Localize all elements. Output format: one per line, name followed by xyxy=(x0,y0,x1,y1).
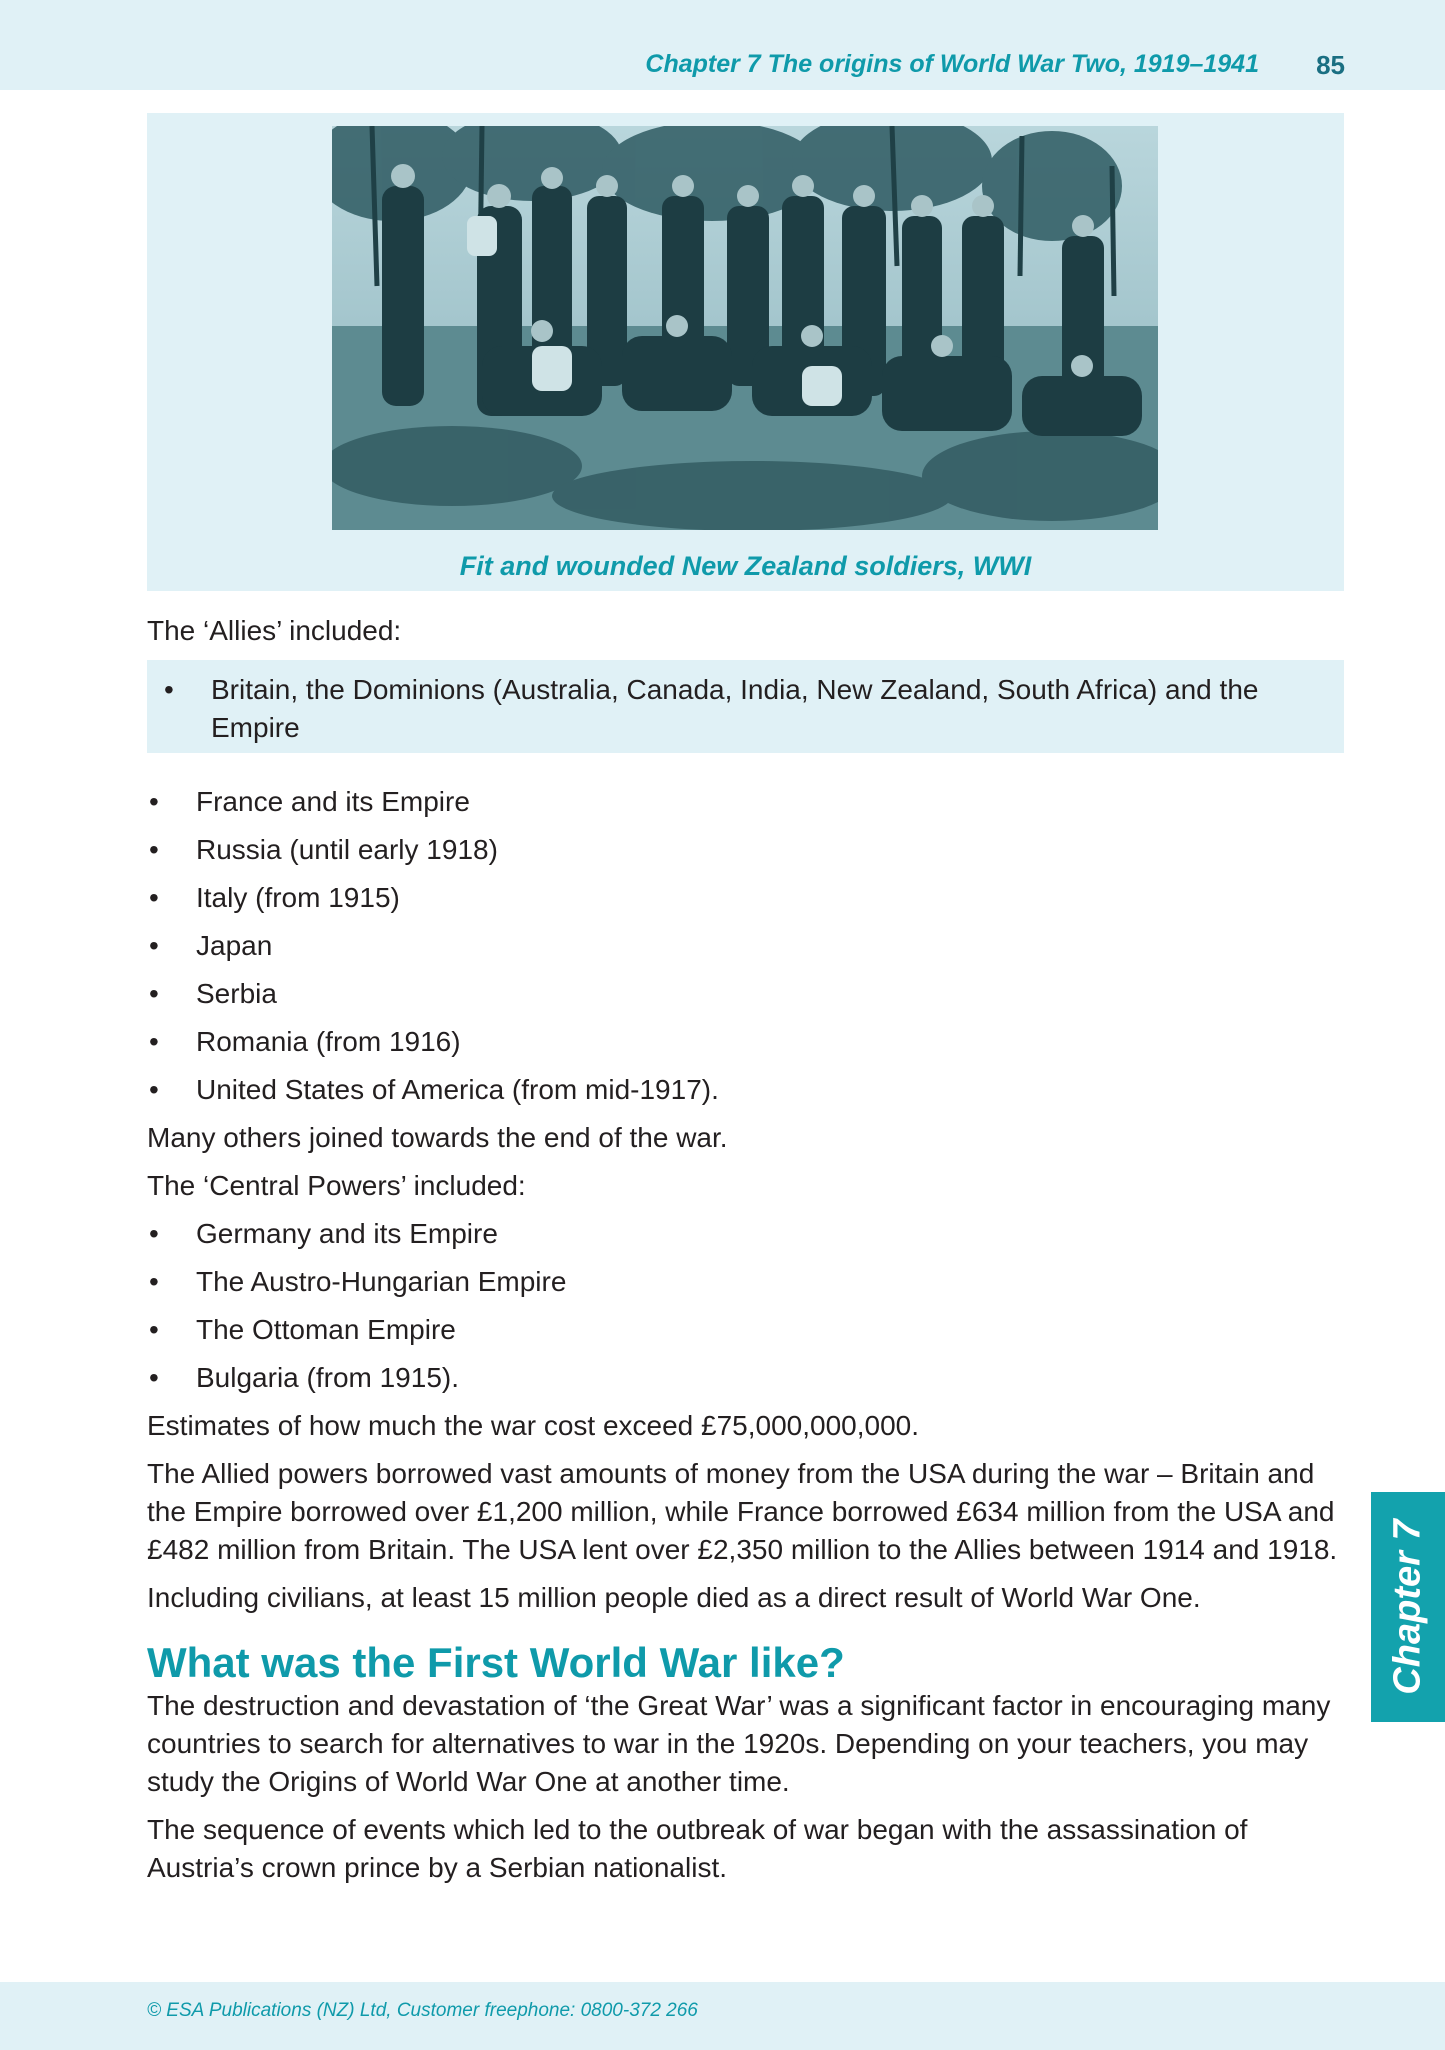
footer-copyright: © ESA Publications (NZ) Ltd, Customer freephone: 0800-372 266 xyxy=(147,2000,698,2021)
chapter-tab xyxy=(1371,1492,1445,1722)
figure-box xyxy=(147,113,1344,591)
chapter-title: Chapter 7 The origins of World War Two, 1919–1941 xyxy=(645,50,1259,78)
list-item: • Russia (until early 1918) xyxy=(147,831,1344,869)
list-item: • The Austro-Hungarian Empire xyxy=(147,1263,1344,1301)
loans-paragraph: The Allied powers borrowed vast amounts of money from the USA during the war – Britain and the Empire borrowed over £1,200 million, while France borrowed £634 million from the USA and £482 million from Britain. The USA lent over £2,350 million to the Allies between 1914 and 1918. xyxy=(147,1458,1338,1565)
section-heading: What was the First World War like? xyxy=(147,1639,845,1686)
cost-paragraph: Estimates of how much the war cost exceed £75,000,000,000. xyxy=(147,1410,920,1441)
deaths-paragraph: Including civilians, at least 15 million people died as a direct result of World War One. xyxy=(147,1582,1201,1613)
section-paragraph-1: The destruction and devastation of ‘the Great War’ was a significant factor in encouraging many countries to search for alternatives to war in the 1920s. Depending on your teachers, you may study the Origins of World War One at another time. xyxy=(147,1690,1331,1797)
central-powers-intro: The ‘Central Powers’ included: xyxy=(147,1170,526,1201)
list-item: • Romania (from 1916) xyxy=(147,1023,1344,1061)
allies-intro: The ‘Allies’ included: xyxy=(147,615,402,646)
soldiers-photo xyxy=(332,126,1158,530)
list-item: • Germany and its Empire xyxy=(147,1215,1344,1253)
allies-outro: Many others joined towards the end of the war. xyxy=(147,1122,728,1153)
section-paragraph-2: The sequence of events which led to the outbreak of war began with the assassination of Austria’s crown prince by a Serbian nationalist. xyxy=(147,1814,1248,1883)
main-content xyxy=(147,612,1344,1897)
list-item: • Japan xyxy=(147,927,1344,965)
central-powers-list xyxy=(147,1215,1344,1397)
list-item: • Italy (from 1915) xyxy=(147,879,1344,917)
list-item: • Britain, the Dominions (Australia, Canada, India, New Zealand, South Africa) and the Empire xyxy=(162,671,1324,747)
allies-list xyxy=(147,783,1344,1109)
list-item: • The Ottoman Empire xyxy=(147,1311,1344,1349)
list-item: • France and its Empire xyxy=(147,783,1344,821)
chapter-tab-label: Chapter 7 xyxy=(1386,1519,1429,1695)
page-number: 85 xyxy=(1316,50,1345,80)
highlighted-list-box xyxy=(147,660,1344,753)
list-item: • Serbia xyxy=(147,975,1344,1013)
list-item: • United States of America (from mid-1917). xyxy=(147,1071,1344,1109)
page-footer xyxy=(0,1982,1445,2050)
page-header xyxy=(0,0,1445,90)
figure-caption: Fit and wounded New Zealand soldiers, WWI xyxy=(459,551,1032,581)
list-item: • Bulgaria (from 1915). xyxy=(147,1359,1344,1397)
